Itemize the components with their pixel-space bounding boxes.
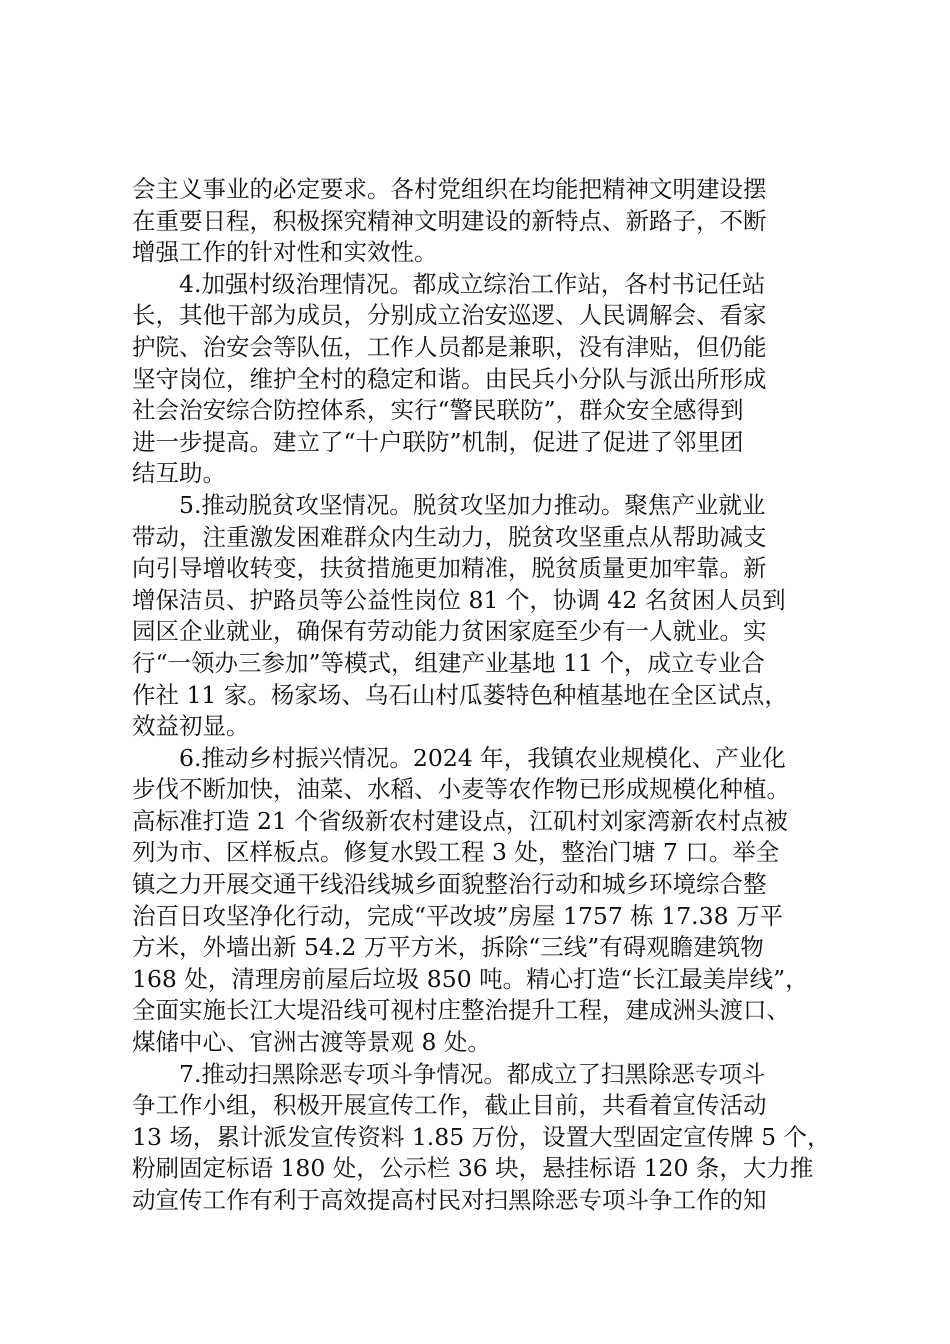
text-line: 方米，外墙出新 54.2 万平方米，拆除“三线”有碍观瞻建筑物 xyxy=(132,933,764,962)
paragraph-first-line: 7.推动扫黑除恶专项斗争情况。都成立了扫黑除恶专项斗 xyxy=(179,1059,766,1088)
text-line: 护院、治安会等队伍，工作人员都是兼职，没有津贴，但仍能 xyxy=(132,332,767,361)
text-line: 在重要日程，积极探究精神文明建设的新特点、新路子，不断 xyxy=(132,206,767,235)
text-line: 行“一领办三参加”等模式，组建产业基地 11 个，成立专业合 xyxy=(132,648,765,677)
text-line: 治百日攻坚净化行动，完成“平改坡”房屋 1757 栋 17.38 万平 xyxy=(132,901,783,930)
text-line: 带动，注重激发困难群众内生动力，脱贫攻坚重点从帮助减支 xyxy=(132,522,767,551)
text-line: 168 处，清理房前屋后垃圾 850 吨。精心打造“长江最美岸线”， xyxy=(132,964,809,993)
text-line: 争工作小组，积极开展宣传工作，截止目前，共看着宣传活动 xyxy=(132,1091,767,1120)
text-line: 步伐不断加快，油菜、水稻、小麦等农作物已形成规模化种植。 xyxy=(132,775,790,804)
text-line: 社会治安综合防控体系，实行“警民联防”，群众安全感得到 xyxy=(132,396,744,425)
text-line: 坚守岗位，维护全村的稳定和谐。由民兵小分队与派出所形成 xyxy=(132,364,767,393)
text-line: 进一步提高。建立了“十户联防”机制，促进了促进了邻里团 xyxy=(132,427,744,456)
text-line: 列为市、区样板点。修复水毁工程 3 处，整治门塘 7 口。举全 xyxy=(132,838,780,867)
document-page xyxy=(132,174,832,1217)
text-line: 13 场，累计派发宣传资料 1.85 万份，设置大型固定宣传牌 5 个， xyxy=(132,1122,831,1151)
text-line: 长，其他干部为成员，分别成立治安巡逻、人民调解会、看家 xyxy=(132,301,767,330)
text-line: 向引导增收转变，扶贫措施更加精准，脱贫质量更加牢靠。新 xyxy=(132,554,767,583)
text-line: 作社 11 家。杨家场、乌石山村瓜蒌特色种植基地在全区试点， xyxy=(132,680,788,709)
text-line: 增保洁员、护路员等公益性岗位 81 个，协调 42 名贫困人员到 xyxy=(132,585,786,614)
text-line: 增强工作的针对性和实效性。 xyxy=(132,238,438,267)
text-line: 动宣传工作有利于高效提高村民对扫黑除恶专项斗争工作的知 xyxy=(132,1186,767,1214)
paragraph-first-line: 4.加强村级治理情况。都成立综治工作站，各村书记任站 xyxy=(179,269,766,298)
text-line: 煤储中心、官洲古渡等景观 8 处。 xyxy=(132,1028,491,1057)
text-line: 镇之力开展交通干线沿线城乡面貌整治行动和城乡环境综合整 xyxy=(132,870,767,899)
text-line: 效益初显。 xyxy=(132,712,250,741)
text-line: 园区企业就业，确保有劳动能力贫困家庭至少有一人就业。实 xyxy=(132,617,767,646)
text-line: 高标准打造 21 个省级新农村建设点，江矶村刘家湾新农村点被 xyxy=(132,806,788,835)
text-line: 会主义事业的必定要求。各村党组织在均能把精神文明建设摆 xyxy=(132,175,767,203)
paragraph-first-line: 5.推动脱贫攻坚情况。脱贫攻坚加力推动。聚焦产业就业 xyxy=(179,490,766,519)
paragraph-first-line: 6.推动乡村振兴情况。2024 年，我镇农业规模化、产业化 xyxy=(179,743,786,772)
text-line: 全面实施长江大堤沿线可视村庄整治提升工程，建成洲头渡口、 xyxy=(132,996,790,1025)
text-line: 结互助。 xyxy=(132,459,226,488)
text-line: 粉刷固定标语 180 处，公示栏 36 块，悬挂标语 120 条，大力推 xyxy=(132,1154,814,1183)
